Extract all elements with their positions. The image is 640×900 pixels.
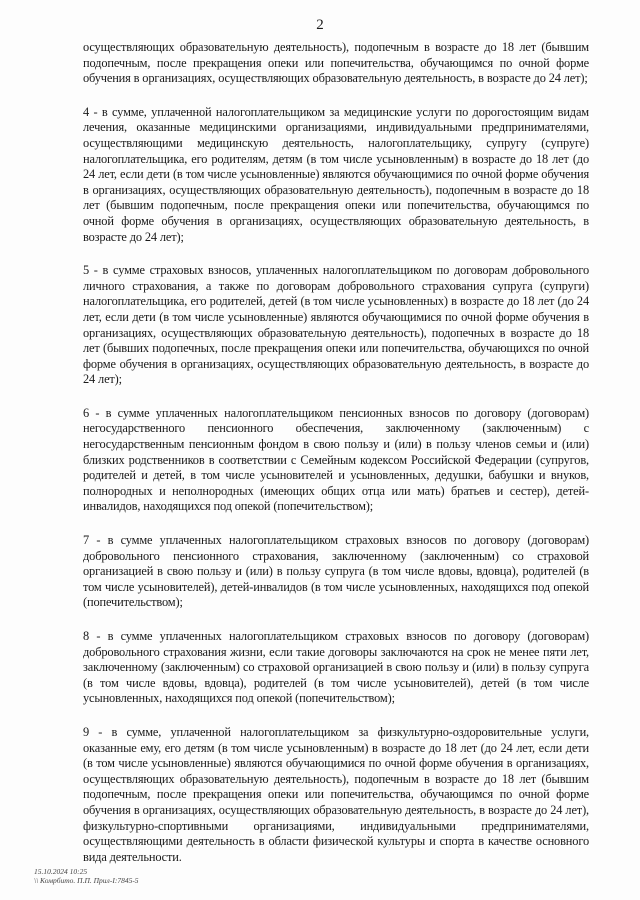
paragraph-item-6: 6 - в сумме уплаченных налогоплательщиком пенсионных взносов по договору (договорам) негосударственного пенсионного обеспечения, заключенному (заключенным) с негосударственным пенсионным фондом в свою пользу и (или) в пользу членов семьи и (или) близких родственников в соответствии с Семейным кодексом Российской Федерации (супругов, родителей и детей, в том числе усыновителей и усыновленных, дедушки, бабушки и внуков, полнородных и неполнородных (имеющих общих отца или мать) братьев и сестер), детей-инвалидов, находящихся под опекой (попечительством); xyxy=(83,405,589,514)
document-body xyxy=(83,40,589,865)
paragraph: осуществляющих образовательную деятельность), подопечным в возрасте до 18 лет (бывшим подопечным, после прекращения опеки или попечительства, обучающимся по очной форме обучения в организациях, осуществляющих образовательную деятельность, в возрасте до 24 лет); xyxy=(83,40,589,86)
footer-timestamp: 15.10.2024 10:25 xyxy=(34,867,88,876)
paragraph-item-9: 9 - в сумме, уплаченной налогоплательщиком за физкультурно-оздоровительные услуги, оказанные ему, его детям (в том числе усыновленным) в возрасте до 18 лет (до 24 лет, если дети (в том числе усыновленные) являются обучающимися по очной форме обучения в организациях, осуществляющих образовательную деятельность), подопечным в возрасте до 18 лет (бывшим подопечным, после прекращения опеки или попечительства, обучающимся по очной форме обучения в организациях, осуществляющих образовательную деятельность, в возрасте до 24 лет), физкультурно-спортивными организациями, индивидуальными предпринимателями, осуществляющими деятельность в области физической культуры и спорта в качестве основного вида деятельности. xyxy=(83,724,589,864)
paragraph-item-5: 5 - в сумме страховых взносов, уплаченных налогоплательщиком по договорам добровольного личного страхования, а также по договорам добровольного страхования супруга (супруги) налогоплательщика, его родителей, детей (в том числе усыновленных) в возрасте до 18 лет (до 24 лет, если дети (в том числе усыновленные) являются обучающимися по очной форме обучения в организациях, осуществляющих образовательную деятельность), подопечных в возрасте до 18 лет (бывших подопечных, после прекращения опеки или попечительства, обучающихся по очной форме обучения в организациях, осуществляющих образовательную деятельность, в возрасте до 24 лет); xyxy=(83,263,589,387)
paragraph-item-7: 7 - в сумме уплаченных налогоплательщиком страховых взносов по договору (договорам) добровольного пенсионного страхования, заключенному (заключенным) со страховой организацией в свою пользу и (или) в пользу супруга (в том числе вдовы, вдовца), родителей (в том числе усыновителей), детей-инвалидов (в том числе усыновленных, находящихся под опекой (попечительством); xyxy=(83,533,589,610)
paragraph-item-8: 8 - в сумме уплаченных налогоплательщиком страховых взносов по договору (договорам) добровольного страхования жизни, если такие договоры заключаются на срок не менее пяти лет, заключенному (заключенным) со страховой организацией в свою пользу и (или) в пользу супруга (в том числе вдовы, вдовца), родителей (в том числе усыновителей), детей (в том числе усыновленных, находящихся под опекой (попечительством); xyxy=(83,629,589,706)
paragraph-item-4: 4 - в сумме, уплаченной налогоплательщиком за медицинские услуги по дорогостоящим видам лечения, оказанные медицинскими организациями, индивидуальными предпринимателями, осуществляющими медицинскую деятельность, налогоплательщику, супругу (супруге) налогоплательщика, его родителям, детям (в том числе усыновленным) в возрасте до 18 лет (до 24 лет, если дети (в том числе усыновленные) являются обучающимися по очной форме обучения в организациях, осуществляющих образовательную деятельность), подопечным в возрасте до 18 лет (бывшим подопечным, после прекращения опеки или попечительства, обучающимся по очной форме обучения в организациях, осуществляющих образовательную деятельность, в возрасте до 24 лет); xyxy=(83,104,589,244)
footer-stamp xyxy=(34,867,139,885)
footer-document-ref: \\ Комрбито. П.П. Прил-I:7845-5 xyxy=(34,876,139,885)
page-number: 2 xyxy=(316,17,324,33)
